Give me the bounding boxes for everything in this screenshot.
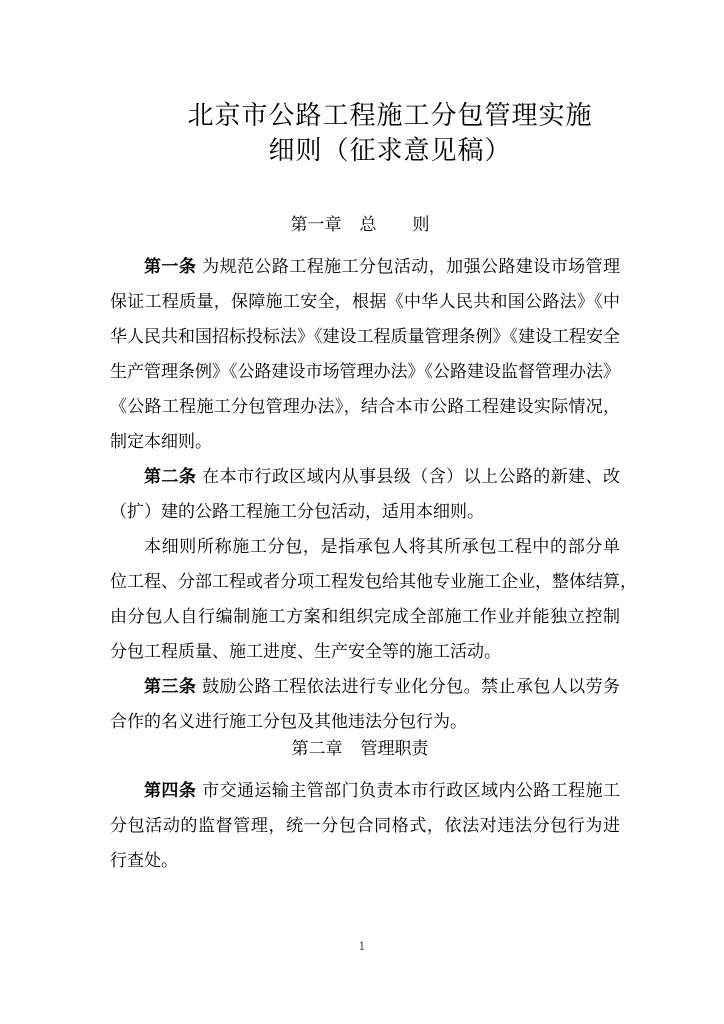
article-4-line-1 — [144, 780, 620, 802]
chapter-1-name-part-2: 则 — [412, 215, 430, 235]
article-3-label: 第三条 — [144, 677, 197, 697]
article-1-label: 第一条 — [144, 257, 197, 277]
article-2-para2-line-4: 分包工程质量、施工进度、生产安全等的施工活动。 — [110, 642, 501, 662]
chapter-1-name-part-1: 总 — [359, 215, 377, 235]
article-2-line-2: （扩）建的公路工程施工分包活动，适用本细则。 — [110, 502, 484, 522]
chapter-2-label: 第二章 — [291, 739, 343, 759]
article-1-line-2: 保证工程质量，保障施工安全，根据《中华人民共和国公路法》《中 — [110, 292, 620, 312]
article-3-text-1: 鼓励公路工程依法进行专业化分包。禁止承包人以劳务 — [202, 677, 621, 697]
article-2-para2-line-3: 由分包人自行编制施工方案和组织完成全部施工作业并能独立控制 — [110, 607, 620, 627]
article-2-label: 第二条 — [144, 467, 197, 487]
article-2-para2-line-1: 本细则所称施工分包，是指承包人将其所承包工程中的部分单 — [144, 537, 620, 557]
article-1-line-5: 《公路工程施工分包管理办法》，结合本市公路工程建设实际情况， — [110, 397, 620, 417]
document-title-line-1: 北京市公路工程施工分包管理实施 — [187, 101, 593, 131]
article-4-line-3: 行查处。 — [110, 851, 178, 871]
article-1-text-1: 为规范公路工程施工分包活动，加强公路建设市场管理 — [202, 257, 621, 277]
chapter-1-label: 第一章 — [290, 215, 342, 235]
chapter-2-heading — [110, 738, 610, 760]
article-3-line-1 — [144, 676, 620, 698]
article-4-text-1: 市交通运输主管部门负责本市行政区域内公路工程施工 — [202, 781, 621, 801]
article-4-label: 第四条 — [144, 781, 197, 801]
article-1-line-3: 华人民共和国招标投标法》《建设工程质量管理条例》《建设工程安全 — [110, 327, 620, 347]
article-1-line-4: 生产管理条例》《公路建设市场管理办法》《公路建设监督管理办法》 — [110, 362, 620, 382]
article-2-line-1 — [144, 466, 620, 488]
article-1-line-6: 制定本细则。 — [110, 432, 212, 452]
document-title-line-2: 细则（征求意见稿） — [268, 136, 512, 166]
chapter-1-heading — [110, 214, 610, 236]
article-1-line-1 — [144, 256, 620, 278]
article-2-text-1: 在本市行政区域内从事县级（含）以上公路的新建、改 — [202, 467, 621, 487]
chapter-2-name: 管理职责 — [360, 739, 429, 759]
article-2-para2-line-2: 位工程、分部工程或者分项工程发包给其他专业施工企业，整体结算， — [110, 572, 637, 592]
page-number: 1 — [358, 940, 366, 953]
article-4-line-2: 分包活动的监督管理，统一分包合同格式，依法对违法分包行为进 — [110, 816, 620, 836]
article-3-line-2: 合作的名义进行施工分包及其他违法分包行为。 — [110, 712, 467, 732]
